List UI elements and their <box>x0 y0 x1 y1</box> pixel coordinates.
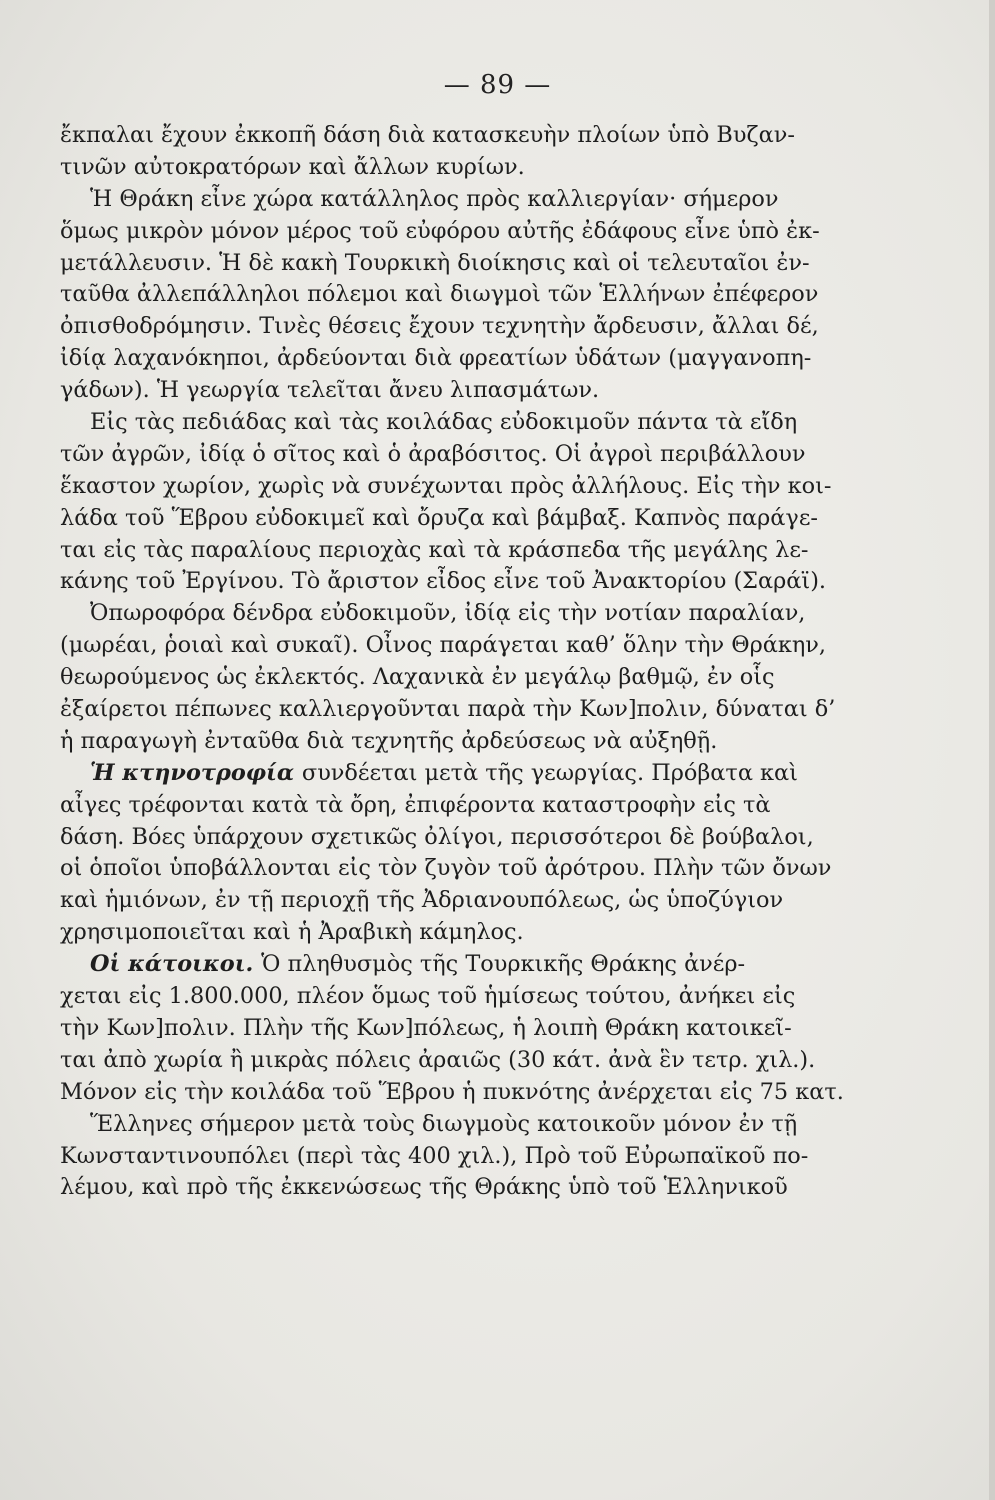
section-heading: Οἱ κάτοικοι. <box>90 951 262 978</box>
page-number: — 89 — <box>443 70 552 100</box>
line-text: συνδέεται μετὰ τῆς γεωργίας. Πρόβατα καὶ <box>301 759 798 786</box>
page-edge-shadow <box>989 0 995 1500</box>
line-text: ἰδίᾳ λαχανόκηποι, ἀρδεύονται διὰ φρεατίων ὑδάτων (μαγγανοπη- <box>60 345 812 372</box>
line-text: χρησιμοποιεῖται καὶ ἡ Ἀραβικὴ κάμηλος. <box>60 919 524 946</box>
line-text: ὀπισθοδρόμησιν. Τινὲς θέσεις ἔχουν τεχνητὴν ἄρδευσιν, ἄλλαι δέ, <box>60 313 819 340</box>
line-text: δάση. Βόες ὑπάρχουν σχετικῶς ὀλίγοι, περισσότεροι δὲ βούβαλοι, <box>60 823 814 850</box>
text-line <box>60 598 850 630</box>
line-text: Ὁ πληθυσμὸς τῆς Τουρκικῆς Θράκης ἀνέρ- <box>261 951 746 978</box>
line-text: τὴν Κων]πολιν. Πλὴν τῆς Κων]πόλεως, ἡ λοιπὴ Θράκη κατοικεῖ- <box>60 1014 792 1041</box>
text-line <box>60 1013 850 1045</box>
text-line <box>60 216 850 248</box>
line-text: ἐξαίρετοι πέπωνες καλλιεργοῦνται παρὰ τὴν Κων]πολιν, δύναται δ’ <box>60 696 836 723</box>
text-line <box>60 853 850 885</box>
line-text: Κωνσταντινουπόλει (περὶ τὰς 400 χιλ.), Πρὸ τοῦ Εὐρωπαϊκοῦ πο- <box>60 1142 809 1169</box>
text-line <box>60 375 850 407</box>
line-text: τῶν ἀγρῶν, ἰδίᾳ ὁ σῖτος καὶ ὁ ἀραβόσιτος. Οἱ ἀγροὶ περιβάλλουν <box>60 440 806 467</box>
line-text: ται εἰς τὰς παραλίους περιοχὰς καὶ τὰ κράσπεδα τῆς μεγάλης λε- <box>60 536 809 563</box>
section-heading: Ἡ κτηνοτροφία <box>90 759 302 786</box>
line-text: κάνης τοῦ Ἐργίνου. Τὸ ἄριστον εἶδος εἶνε τοῦ Ἀνακτορίου (Σαράϊ). <box>60 568 827 595</box>
text-line <box>60 535 850 567</box>
line-text: Ἕλληνες σήμερον μετὰ τοὺς διωγμοὺς κατοικοῦν μόνον ἐν τῇ <box>90 1110 798 1137</box>
text-line <box>60 917 850 949</box>
text-line <box>60 343 850 375</box>
text-line <box>60 1172 850 1204</box>
text-line <box>60 152 850 184</box>
line-text: ὅμως μικρὸν μόνον μέρος τοῦ εὐφόρου αὐτῆς ἐδάφους εἶνε ὑπὸ ἐκ- <box>60 217 820 244</box>
line-text: ἡ παραγωγὴ ἐνταῦθα διὰ τεχνητῆς ἀρδεύσεως νὰ αὐξηθῇ. <box>60 727 718 754</box>
line-text: ταῦθα ἀλλεπάλληλοι πόλεμοι καὶ διωγμοὶ τῶν Ἑλλήνων ἐπέφερον <box>60 281 819 308</box>
body-text <box>60 120 850 1204</box>
line-text: Εἰς τὰς πεδιάδας καὶ τὰς κοιλάδας εὐδοκιμοῦν πάντα τὰ εἴδη <box>90 409 798 436</box>
line-text: Ὀπωροφόρα δένδρα εὐδοκιμοῦν, ἰδίᾳ εἰς τὴν νοτίαν παραλίαν, <box>90 600 806 627</box>
text-line <box>60 1077 850 1109</box>
line-text: ἕκαστον χωρίον, χωρὶς νὰ συνέχωνται πρὸς ἀλλήλους. Εἰς τὴν κοι- <box>60 472 832 499</box>
text-line <box>60 407 850 439</box>
line-text: γάδων). Ἡ γεωργία τελεῖται ἄνευ λιπασμάτων. <box>60 377 600 404</box>
text-line <box>60 758 850 790</box>
line-text: Μόνον εἰς τὴν κοιλάδα τοῦ Ἕβρου ἡ πυκνότης ἀνέρχεται εἰς 75 κατ. <box>60 1078 844 1105</box>
line-text: (μωρέαι, ῥοιαὶ καὶ συκαῖ). Οἶνος παράγεται καθ’ ὅλην τὴν Θράκην, <box>60 632 826 659</box>
text-line <box>60 949 850 981</box>
text-line <box>60 503 850 535</box>
text-line <box>60 311 850 343</box>
text-line <box>60 471 850 503</box>
text-line <box>60 822 850 854</box>
text-line <box>60 1045 850 1077</box>
line-text: καὶ ἡμιόνων, ἐν τῇ περιοχῇ τῆς Ἀδριανουπόλεως, ὡς ὑποζύγιον <box>60 887 784 914</box>
line-text: αἶγες τρέφονται κατὰ τὰ ὄρη, ἐπιφέροντα καταστροφὴν εἰς τὰ <box>60 791 771 818</box>
text-line <box>60 120 850 152</box>
line-text: χεται εἰς 1.800.000, πλέον ὅμως τοῦ ἡμίσεως τούτου, ἀνήκει εἰς <box>60 983 796 1010</box>
line-text: λάδα τοῦ Ἕβρου εὐδοκιμεῖ καὶ ὄρυζα καὶ βάμβαξ. Καπνὸς παράγε- <box>60 504 818 531</box>
text-line <box>60 279 850 311</box>
text-line <box>60 885 850 917</box>
line-text: ται ἀπὸ χωρία ἢ μικρὰς πόλεις ἀραιῶς (30 κάτ. ἀνὰ ἓν τετρ. χιλ.). <box>60 1046 816 1073</box>
line-text: μετάλλευσιν. Ἡ δὲ κακὴ Τουρκικὴ διοίκησις καὶ οἱ τελευταῖοι ἐν- <box>60 249 810 276</box>
text-line <box>60 726 850 758</box>
line-text: θεωρούμενος ὡς ἐκλεκτός. Λαχανικὰ ἐν μεγάλῳ βαθμῷ, ἐν οἷς <box>60 664 775 691</box>
line-text: τινῶν αὐτοκρατόρων καὶ ἄλλων κυρίων. <box>60 153 525 180</box>
line-text: Ἡ Θράκη εἶνε χώρα κατάλληλος πρὸς καλλιεργίαν· σήμερον <box>90 185 779 212</box>
text-line <box>60 662 850 694</box>
text-line <box>60 439 850 471</box>
line-text: λέμου, καὶ πρὸ τῆς ἐκκενώσεως τῆς Θράκης ὑπὸ τοῦ Ἑλληνικοῦ <box>60 1174 788 1201</box>
text-line <box>60 694 850 726</box>
line-text: οἱ ὁποῖοι ὑποβάλλονται εἰς τὸν ζυγὸν τοῦ ἀρότρου. Πλὴν τῶν ὄνων <box>60 855 832 882</box>
text-line <box>60 790 850 822</box>
line-text: ἔκπαλαι ἔχουν ἐκκοπῆ δάση διὰ κατασκευὴν πλοίων ὑπὸ Βυζαν- <box>60 122 795 148</box>
text-line <box>60 566 850 598</box>
text-line <box>60 981 850 1013</box>
text-line <box>60 1109 850 1141</box>
text-line <box>60 248 850 280</box>
text-line <box>60 1141 850 1173</box>
text-line <box>60 630 850 662</box>
text-line <box>60 184 850 216</box>
